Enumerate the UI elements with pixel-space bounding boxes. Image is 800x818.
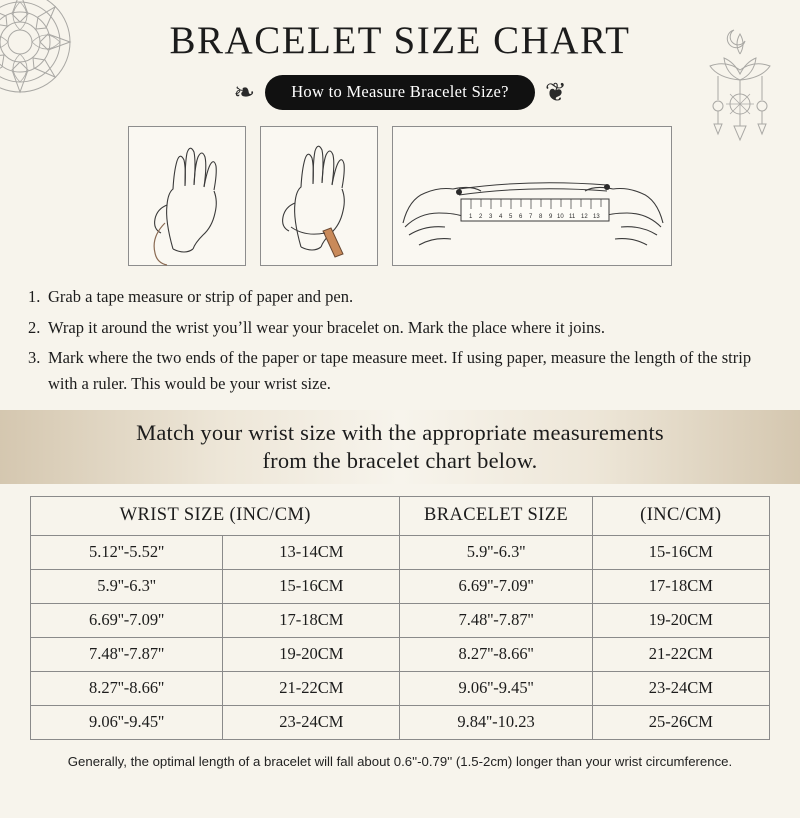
column-header-bracelet-size-units: (INC/CM) xyxy=(592,497,769,536)
cell-bracelet-cm: 23-24CM xyxy=(592,672,769,706)
svg-text:13: 13 xyxy=(593,214,600,220)
cell-bracelet-inches: 9.06''-9.45'' xyxy=(400,672,592,706)
cell-bracelet-cm: 17-18CM xyxy=(592,570,769,604)
svg-text:5: 5 xyxy=(509,214,513,220)
table-row xyxy=(31,706,770,740)
cell-bracelet-cm: 25-26CM xyxy=(592,706,769,740)
cell-wrist-inches: 7.48''-7.87'' xyxy=(31,638,223,672)
banner-line-2: from the bracelet chart below. xyxy=(262,448,538,474)
banner-line-1: Match your wrist size with the appropriate measurements xyxy=(136,420,664,446)
cell-bracelet-cm: 21-22CM xyxy=(592,638,769,672)
svg-text:9: 9 xyxy=(549,214,553,220)
step-text: Wrap it around the wrist youʼll wear your bracelet on. Mark the place where it joins. xyxy=(48,317,605,337)
svg-text:4: 4 xyxy=(499,214,503,220)
page-title: BRACELET SIZE CHART xyxy=(169,19,631,62)
step-number: 1. xyxy=(28,287,41,306)
cell-bracelet-inches: 7.48''-7.87'' xyxy=(400,604,592,638)
table-row xyxy=(31,536,770,570)
step-number: 3. xyxy=(28,348,41,368)
table-body xyxy=(31,536,770,740)
cell-wrist-inches: 6.69''-7.09'' xyxy=(31,604,223,638)
step-number: 2. xyxy=(28,317,41,337)
how-to-measure-badge: How to Measure Bracelet Size? xyxy=(265,75,535,110)
size-chart-table xyxy=(30,496,770,740)
cell-wrist-cm: 17-18CM xyxy=(223,604,400,638)
svg-text:11: 11 xyxy=(569,214,576,220)
svg-text:7: 7 xyxy=(529,214,533,220)
list-item xyxy=(28,284,772,310)
cell-bracelet-inches: 5.9''-6.3'' xyxy=(400,536,592,570)
cell-wrist-inches: 5.12''-5.52'' xyxy=(31,536,223,570)
cell-wrist-cm: 13-14CM xyxy=(223,536,400,570)
svg-text:1: 1 xyxy=(469,214,473,220)
step-text: Mark where the two ends of the paper or tape measure meet. If using paper, measure the length of the strip with a ruler. This would be your wrist size. xyxy=(48,348,752,393)
column-header-bracelet-size: BRACELET SIZE xyxy=(400,497,592,536)
cell-bracelet-inches: 9.84''-10.23 xyxy=(400,706,592,740)
svg-text:6: 6 xyxy=(519,214,523,220)
cell-wrist-cm: 19-20CM xyxy=(223,638,400,672)
flourish-left-icon: ❧ xyxy=(233,77,256,108)
cell-wrist-cm: 21-22CM xyxy=(223,672,400,706)
table-header-row xyxy=(31,497,770,536)
cell-bracelet-cm: 19-20CM xyxy=(592,604,769,638)
svg-text:8: 8 xyxy=(539,214,543,220)
step-text: Grab a tape measure or strip of paper and pen. xyxy=(48,287,354,306)
svg-text:10: 10 xyxy=(557,214,564,220)
cell-bracelet-cm: 15-16CM xyxy=(592,536,769,570)
cell-wrist-inches: 9.06''-9.45'' xyxy=(31,706,223,740)
table-row xyxy=(31,604,770,638)
table-row xyxy=(31,638,770,672)
footnote-text: Generally, the optimal length of a bracelet will fall about 0.6''-0.79'' (1.5-2cm) longer than your wrist circumference. xyxy=(67,754,733,770)
svg-text:3: 3 xyxy=(489,214,493,220)
cell-bracelet-inches: 6.69''-7.09'' xyxy=(400,570,592,604)
illustration-paper-strip-with-ruler xyxy=(392,126,672,266)
flourish-right-icon: ❦ xyxy=(544,77,567,108)
svg-text:12: 12 xyxy=(581,214,588,220)
measurement-steps-list xyxy=(28,284,772,396)
illustration-hand-with-tape-measure xyxy=(128,126,246,266)
cell-wrist-inches: 5.9''-6.3'' xyxy=(31,570,223,604)
list-item xyxy=(28,345,772,396)
cell-wrist-cm: 15-16CM xyxy=(223,570,400,604)
svg-text:2: 2 xyxy=(479,214,483,220)
table-row xyxy=(31,672,770,706)
illustration-row xyxy=(0,126,800,266)
illustration-hand-with-paper-strip xyxy=(260,126,378,266)
subtitle-row xyxy=(0,75,800,110)
list-item xyxy=(28,315,772,341)
table-row xyxy=(31,570,770,604)
column-header-wrist-size: WRIST SIZE (INC/CM) xyxy=(31,497,400,536)
cell-wrist-inches: 8.27''-8.66'' xyxy=(31,672,223,706)
cell-bracelet-inches: 8.27''-8.66'' xyxy=(400,638,592,672)
match-size-banner xyxy=(0,410,800,484)
cell-wrist-cm: 23-24CM xyxy=(223,706,400,740)
